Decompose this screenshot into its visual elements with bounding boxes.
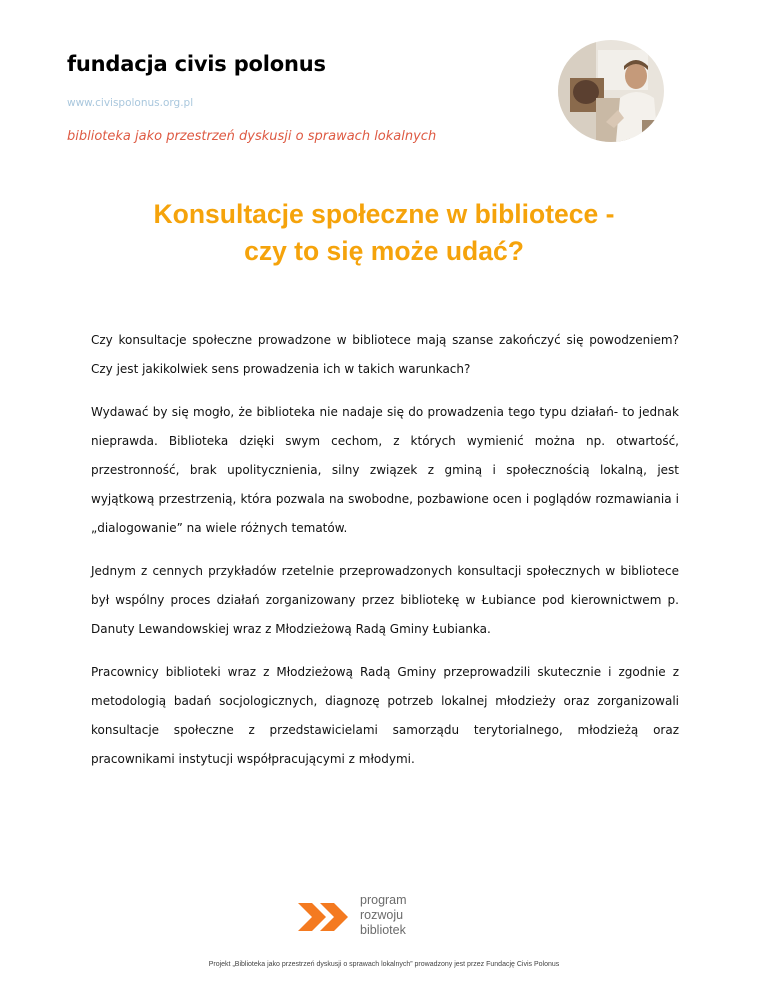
paragraph: Wydawać by się mogło, że biblioteka nie nadaje się do prowadzenia tego typu działań- to jednak nieprawda. Biblioteka dzięki swym cechom, z których wymienić można np. otwartość, przestronność, brak upolitycznienia, silny związek z gminą i społecznością lokalną, jest wyjątkową przestrzenią, która pozwala na swobodne, pozbawione ocen i poglądów rozmawiania i „dialogowanie” na wiele różnych tematów. xyxy=(91,405,679,535)
footer-note: Projekt „Biblioteka jako przestrzeń dyskusji o sprawach lokalnych” prowadzony jest przez Fundację Civis Polonus xyxy=(208,961,560,968)
logo-text xyxy=(360,893,407,938)
double-chevron-icon xyxy=(296,901,352,933)
header-photo xyxy=(558,40,664,142)
organization-url-link[interactable]: www.civispolonus.org.pl xyxy=(67,97,194,109)
organization-name: fundacja civis polonus xyxy=(67,52,326,76)
program-rozwoju-bibliotek-logo xyxy=(296,893,476,941)
title-line-1: Konsultacje społeczne w bibliotece - xyxy=(153,199,615,229)
title-line-2: czy to się może udać? xyxy=(244,236,524,266)
document-title xyxy=(60,196,708,270)
paragraph: Jednym z cennych przykładów rzetelnie przeprowadzonych konsultacji społecznych w bibliotece był wspólny proces działań zorganizowany przez bibliotekę w Łubiance pod kierownictwem p. Danuty Lewandowskiej wraz z Młodzieżową Radą Gminy Łubianka. xyxy=(91,564,679,636)
logo-text-line: program xyxy=(360,893,407,907)
organization-tagline: biblioteka jako przestrzeń dyskusji o sprawach lokalnych xyxy=(67,129,437,144)
article-body xyxy=(91,326,679,788)
paragraph: Pracownicy biblioteki wraz z Młodzieżową Radą Gminy przeprowadzili skutecznie i zgodnie z metodologią badań socjologicznych, diagnozę potrzeb lokalnej młodzieży oraz zorganizowali konsultacje społeczne z przedstawicielami samorządu terytorialnego, młodzieżą oraz pracownikami instytucji współpracującymi z młodymi. xyxy=(91,665,679,766)
logo-text-line: rozwoju xyxy=(360,908,404,922)
photo-illustration xyxy=(558,40,664,142)
paragraph: Czy konsultacje społeczne prowadzone w bibliotece mają szanse zakończyć się powodzeniem? Czy jest jakikolwiek sens prowadzenia ich w takich warunkach? xyxy=(91,333,679,376)
logo-text-line: bibliotek xyxy=(360,923,406,937)
